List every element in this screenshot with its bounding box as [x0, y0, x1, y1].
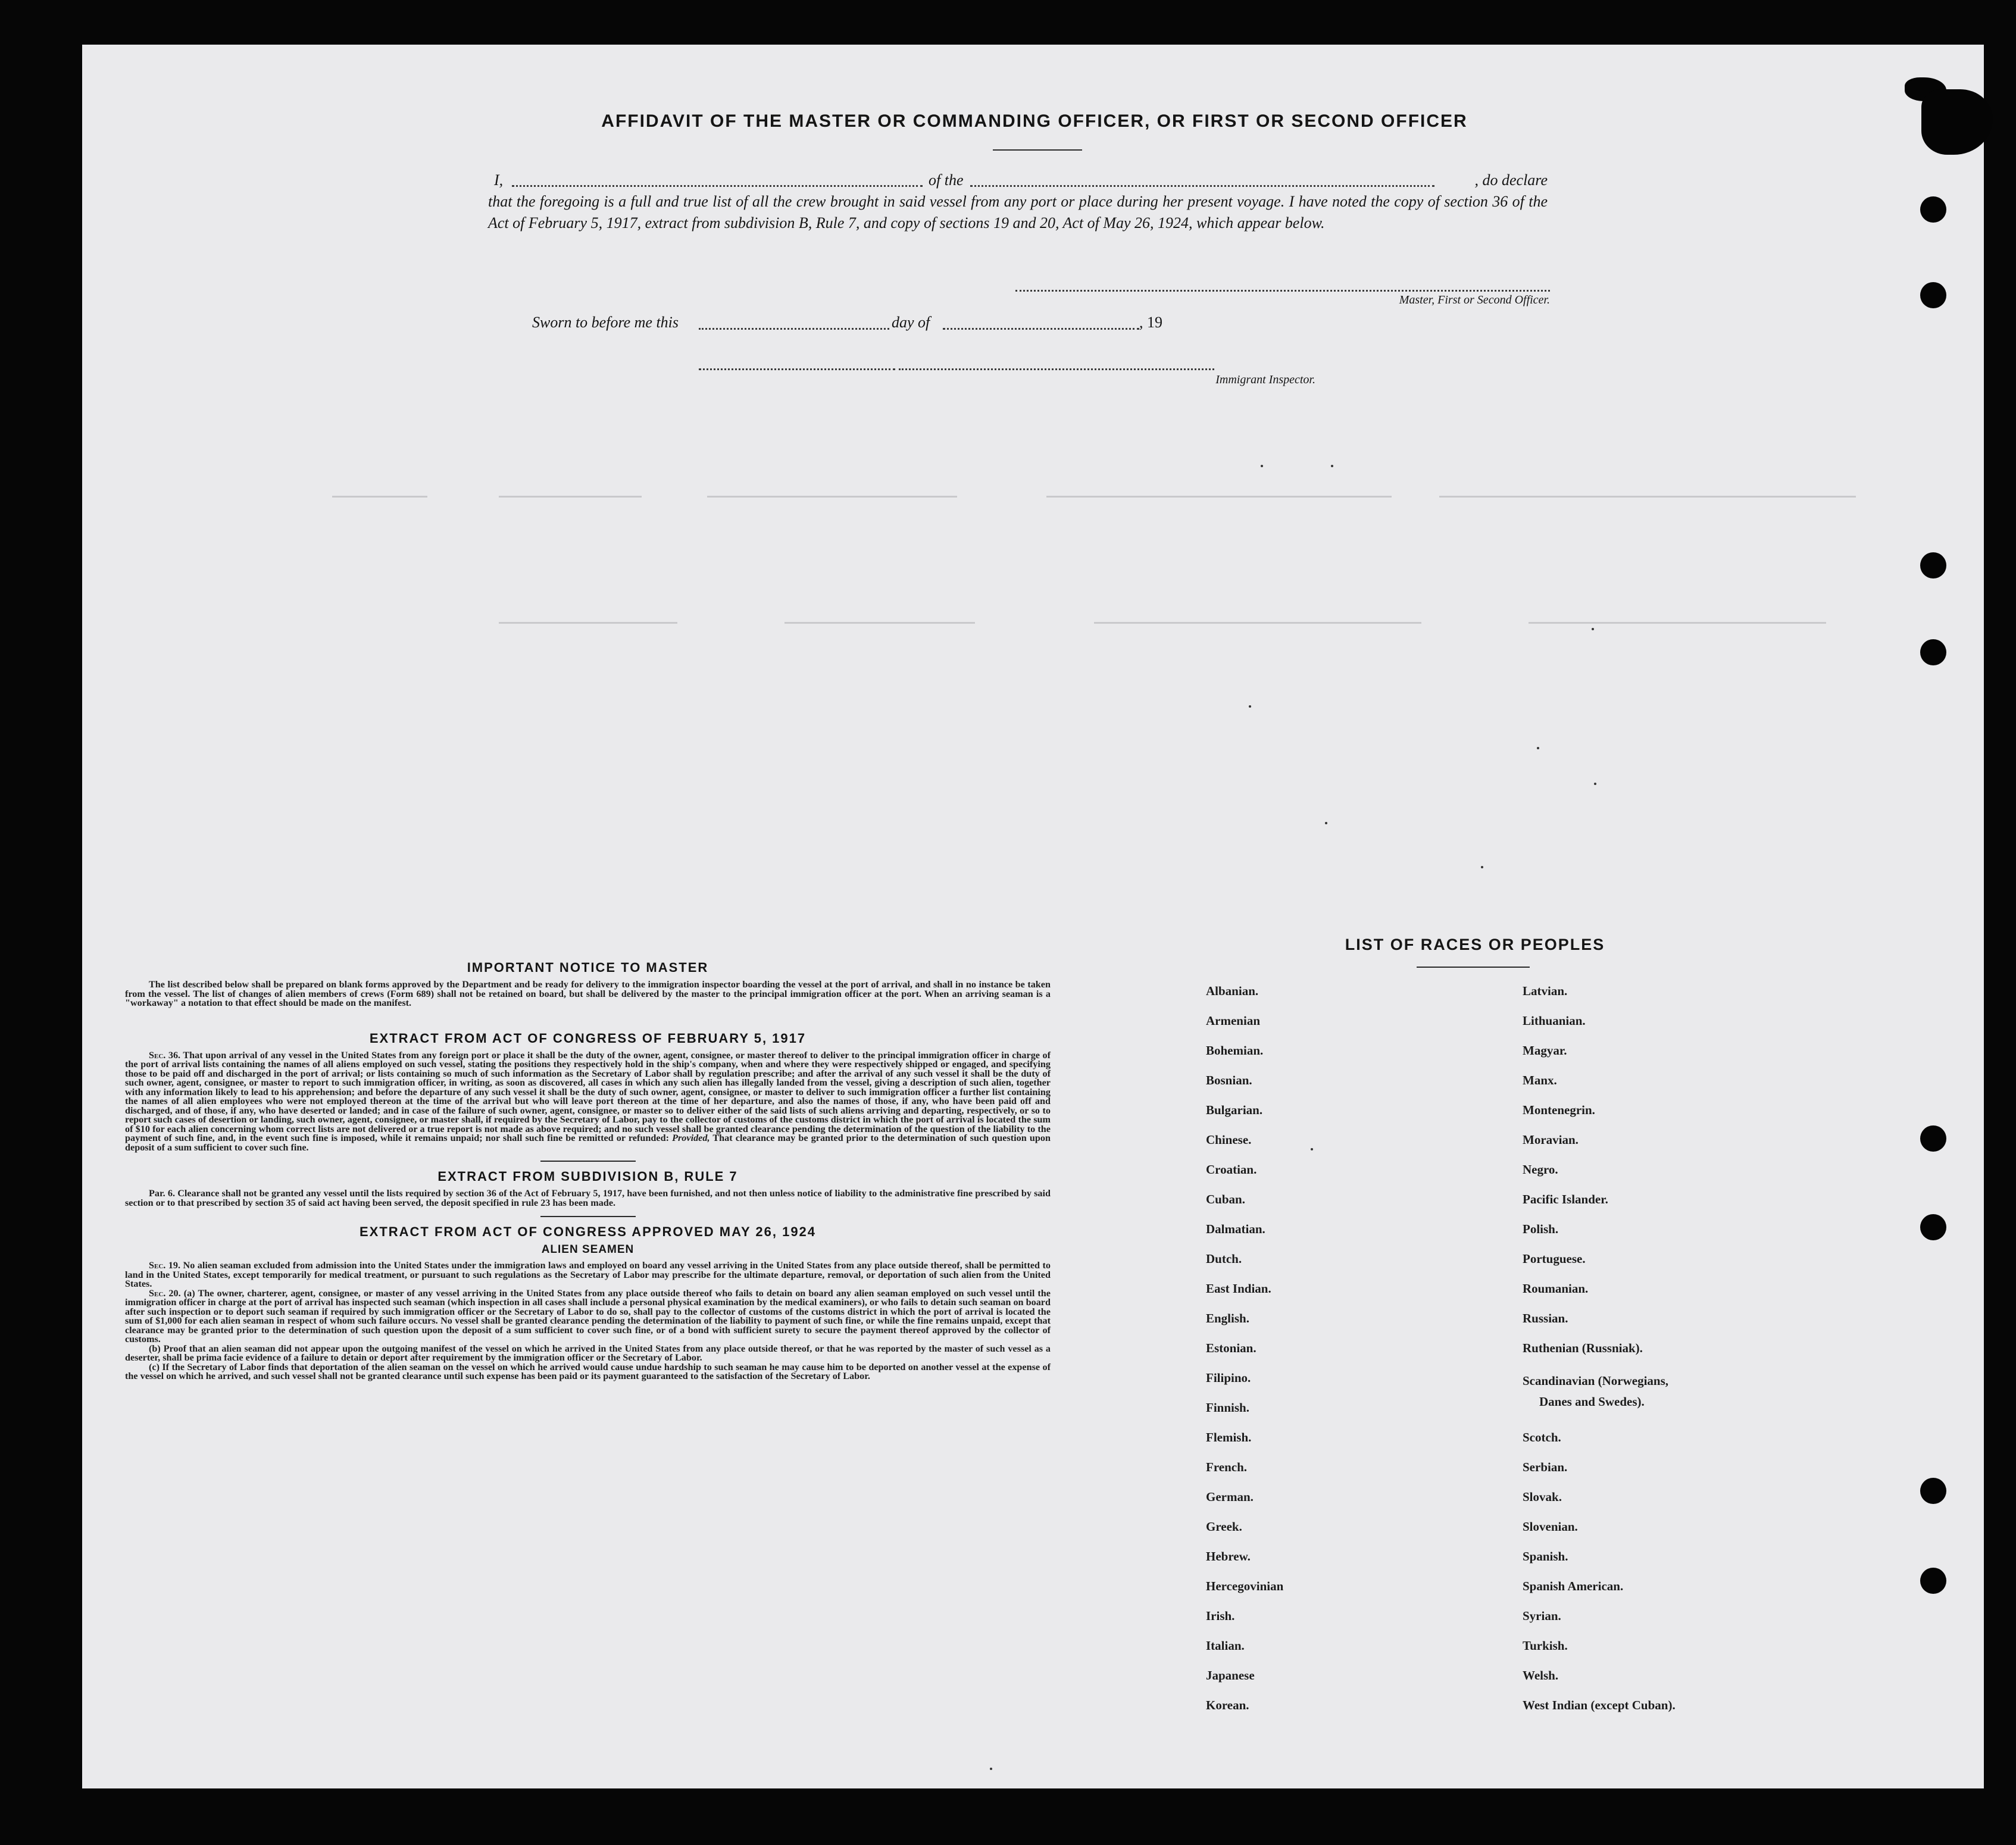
race-item: Dutch.	[1206, 1252, 1242, 1266]
race-item: Manx.	[1523, 1073, 1557, 1087]
extract-1917-body	[125, 1051, 1051, 1153]
race-item: Pacific Islander.	[1523, 1192, 1608, 1206]
race-item: Ruthenian (Russniak).	[1523, 1341, 1643, 1355]
inspector-caption: Immigrant Inspector.	[1215, 373, 1315, 386]
races-title: LIST OF RACES OR PEOPLES	[1345, 936, 1605, 953]
race-item: Albanian.	[1206, 984, 1259, 998]
race-item: Negro.	[1523, 1162, 1558, 1177]
extract-rule7-body	[125, 1189, 1051, 1208]
sworn-label: Sworn to before me this	[532, 314, 679, 331]
binder-hole	[1920, 639, 1946, 665]
bleed-through-mark	[1529, 622, 1826, 624]
race-item: French.	[1206, 1460, 1248, 1474]
race-item: Portuguese.	[1523, 1252, 1586, 1266]
notice-body	[125, 980, 1051, 1008]
race-item: East Indian.	[1206, 1281, 1271, 1296]
bleed-through-mark	[1046, 496, 1392, 498]
declare-label: , do declare	[1474, 171, 1548, 189]
binder-hole	[1920, 1478, 1946, 1504]
bleed-through-mark	[707, 496, 957, 498]
paper-speck	[1311, 1148, 1313, 1150]
sec36-label: Sec. 36.	[149, 1049, 181, 1061]
race-item: Lithuanian.	[1523, 1014, 1586, 1028]
bleed-through-mark	[499, 496, 642, 498]
paper-speck	[990, 1768, 992, 1770]
race-item: Bosnian.	[1206, 1073, 1252, 1087]
race-item: Flemish.	[1206, 1430, 1252, 1444]
sec19-paragraph	[125, 1261, 1051, 1289]
year-prefix: , 19	[1139, 314, 1162, 331]
extract-1917-title: EXTRACT FROM ACT OF CONGRESS OF FEBRUARY 5, 1917	[369, 1030, 807, 1046]
race-item: Greek.	[1206, 1519, 1242, 1534]
inspector-blank-b[interactable]	[899, 368, 1214, 370]
paper-speck	[1592, 628, 1594, 630]
paper-speck	[1261, 465, 1263, 467]
race-item: Scandinavian (Norwegians,	[1523, 1374, 1669, 1388]
race-item: Bohemian.	[1206, 1043, 1264, 1058]
notice-text: The list described below shall be prepared on blank forms approved by the Department and be ready for delivery to the immigration inspector boarding the vessel at the port of arrival, and shall in no instance be taken from the vessel. The list of changes of alien members of crews (Form 689) shall not be retained on board, but shall be delivered by the master to the principal immigration officer at the port. When an arriving seaman is a "workaway" a notation to that effect should be made on the manifest.	[125, 979, 1051, 1008]
race-item: Irish.	[1206, 1609, 1235, 1623]
race-item: Syrian.	[1523, 1609, 1561, 1623]
binder-hole	[1920, 282, 1946, 308]
paper-speck	[1537, 747, 1539, 749]
race-item: Chinese.	[1206, 1133, 1252, 1147]
officer-signature-blank[interactable]	[1015, 290, 1550, 292]
races-title-underline	[1417, 967, 1530, 968]
race-item: Italian.	[1206, 1638, 1245, 1653]
race-item: Slovak.	[1523, 1490, 1562, 1504]
sworn-day-blank[interactable]	[699, 328, 889, 330]
race-item: Finnish.	[1206, 1400, 1249, 1415]
race-item: Scotch.	[1523, 1430, 1561, 1444]
sec20-label: Sec. 20.	[149, 1287, 181, 1299]
binder-hole	[1920, 1568, 1946, 1594]
race-item: Russian.	[1523, 1311, 1568, 1325]
race-item: Estonian.	[1206, 1341, 1257, 1355]
extract-1924-title: EXTRACT FROM ACT OF CONGRESS APPROVED MAY 26, 1924	[359, 1224, 817, 1239]
declaration-statement: that the foregoing is a full and true list of all the crew brought in said vessel from any port or place during her present voyage. I have noted the copy of section 36 of the Act of February 5, 1917, extract from subdivision B, Rule 7, and copy of sections 19 and 20, Act of May 26, 1924, which appear below.	[488, 193, 1548, 232]
binder-hole	[1920, 196, 1946, 223]
race-item: West Indian (except Cuban).	[1523, 1698, 1676, 1712]
sec20c-text: (c) If the Secretary of Labor finds that deportation of the alien seaman on the vessel on which he arrived would cause undue hardship to such seaman he may cause him to be deported on another vessel at the expense of the vessel on which he arrived, and such vessel shall not be granted clearance until such expense has been paid or its payment guaranteed to the satisfaction of the Secretary of Labor.	[125, 1361, 1051, 1381]
race-item: Hebrew.	[1206, 1549, 1251, 1563]
race-item: Croatian.	[1206, 1162, 1257, 1177]
section-divider	[540, 1216, 636, 1217]
binder-hole	[1920, 1125, 1946, 1152]
race-item: Spanish.	[1523, 1549, 1568, 1563]
bleed-through-mark	[499, 622, 677, 624]
race-item: Moravian.	[1523, 1133, 1579, 1147]
paper-speck	[1481, 866, 1483, 868]
paper-speck	[1594, 783, 1596, 785]
race-item: Magyar.	[1523, 1043, 1567, 1058]
paper-speck	[1249, 705, 1251, 708]
provided-label: Provided,	[672, 1133, 710, 1143]
name-blank[interactable]	[512, 185, 923, 187]
race-item: Filipino.	[1206, 1371, 1251, 1385]
provided-text: That clearance may be granted prior to the determination of such question upon deposit of a sum sufficient to cover such fine.	[125, 1133, 1051, 1153]
race-item: Hercegovinian	[1206, 1579, 1284, 1593]
race-item: Roumanian.	[1523, 1281, 1589, 1296]
title-underline	[993, 149, 1082, 151]
race-item: Danes and Swedes).	[1539, 1394, 1645, 1409]
declaration-line-1	[488, 170, 1548, 191]
race-item: Spanish American.	[1523, 1579, 1624, 1593]
race-item: Welsh.	[1523, 1668, 1559, 1683]
race-item: Polish.	[1523, 1222, 1559, 1236]
race-item: Armenian	[1206, 1014, 1260, 1028]
sec19-label: Sec. 19.	[149, 1260, 181, 1271]
race-item: German.	[1206, 1490, 1254, 1504]
race-item: Cuban.	[1206, 1192, 1245, 1206]
sec20b-text: (b) Proof that an alien seaman did not appear upon the outgoing manifest of the vessel on which he arrived in the United States from any place outside thereof, or that he was reported by the master of such vessel as a deserter, shall be prima facie evidence of a failure to detain or deport after requirement by the immigration officer or the Secretary of Labor.	[125, 1343, 1051, 1363]
race-item: Montenegrin.	[1523, 1103, 1595, 1117]
race-item: Korean.	[1206, 1698, 1249, 1712]
race-item: Japanese	[1206, 1668, 1255, 1683]
sworn-month-blank[interactable]	[943, 328, 1139, 330]
affidavit-title: AFFIDAVIT OF THE MASTER OR COMMANDING OFFICER, OR FIRST OR SECOND OFFICER	[601, 111, 1468, 131]
sec36-paragraph	[125, 1051, 1051, 1153]
extract-1924-body	[125, 1261, 1051, 1381]
bleed-through-mark	[1439, 496, 1856, 498]
officer-caption: Master, First or Second Officer.	[1399, 293, 1550, 307]
alien-seamen-subtitle: ALIEN SEAMEN	[541, 1243, 635, 1256]
bleed-through-mark	[332, 496, 427, 498]
form-sheet	[82, 45, 1984, 1788]
sec20a-text: (a) The owner, charterer, agent, consignee, or master of any vessel arriving in the United States from any place outside thereof who fails to detain on board any alien seaman employed on such vessel until the immigration officer in charge at the port of arrival has inspected such seaman (which inspection in all cases shall include a personal physical examination by the medical examiners), or who fails to detain such seaman on board after such inspection or to deport such seaman if required by such immigration officer or the Secretary of Labor to do so, shall pay to the collector of customs of the customs district in which the port of arrival is located the sum of $1,000 for each alien seaman in respect of whom such failure occurs. No vessel shall be granted clearance pending the determination of the liability to payment of such fine, or while the fine remains unpaid, except that clearance may be granted prior to the determination of such question upon the deposit of a sum sufficient to cover such fine, or of a bond with sufficient surety to secure the payment thereof approved by the collector of customs.	[125, 1287, 1051, 1344]
extract-rule7-title: EXTRACT FROM SUBDIVISION B, RULE 7	[437, 1169, 738, 1184]
section-divider	[540, 1161, 636, 1162]
race-item: Dalmatian.	[1206, 1222, 1265, 1236]
day-of-label: day of	[892, 314, 930, 331]
race-item: Slovenian.	[1523, 1519, 1578, 1534]
binder-hole	[1920, 552, 1946, 578]
bleed-through-mark	[1094, 622, 1421, 624]
race-item: English.	[1206, 1311, 1249, 1325]
rule7-text: Par. 6. Clearance shall not be granted any vessel until the lists required by section 36 of the Act of February 5, 1917, have been furnished, and not then unless notice of liability to the administrative fine prescribed by said section or to that prescribed by section 35 of said act having been served, the deposit specified in rule 23 has been made.	[125, 1188, 1051, 1208]
sec20a-paragraph	[125, 1289, 1051, 1344]
sec36-text: That upon arrival of any vessel in the United States from any foreign port or place it shall be the duty of the owner, agent, consignee, or master thereof to deliver to the principal immigration officer in charge of the port of arrival lists containing the names of all aliens employed on such vessel, stating the positions they respectively hold in the ship's company, when and where they were respectively shipped or engaged, and specifying those to be paid off and discharged in the port of arrival; or lists containing so much of such information as the Secretary of Labor shall by regulation prescribe; and after the arrival of any such vessel it shall be the duty of such owner, agent, consignee, or master to report to such immigration officer, in writing, as soon as discovered, all cases in which any such alien has illegally landed from the vessel, giving a description of such alien, together with any information likely to lead to his apprehension; and before the departure of any such vessel it shall be the duty of such owner, agent, consignee, or master to deliver to such immigration officer a further list containing the names of all alien employees who were not employed thereon at the time of the arrival but who will leave port thereon at the time of her departure, and also the names of those, if any, who have been paid off and discharged, and of those, if any, who have deserted or landed; and in case of the failure of such owner, agent, consignee, or master so to deliver either of the said lists of such aliens arriving and departing, respectively, or so to report such cases of desertion or landing, such owner, agent, consignee, or master shall, if required by the Secretary of Labor, pay to the collector of customs of the customs district in which the port of arrival is located the sum of $10 for each alien concerning whom correct lists are not delivered or a true report is not made as above required; and no such vessel shall be granted clearance pending the determination of the question of the liability to the payment of such fine, and, in the event such fine is imposed, while it remains unpaid; nor shall such fine be remitted or refunded:	[125, 1049, 1051, 1143]
bleed-through-mark	[784, 622, 975, 624]
race-item: Serbian.	[1523, 1460, 1568, 1474]
notice-title: IMPORTANT NOTICE TO MASTER	[467, 960, 709, 975]
paper-speck	[1331, 465, 1333, 467]
of-the-label: of the	[929, 171, 964, 189]
binder-hole	[1920, 1214, 1946, 1240]
inspector-blank-a[interactable]	[699, 368, 895, 370]
legal-notices	[125, 960, 1051, 1381]
vessel-blank[interactable]	[970, 185, 1434, 187]
paper-speck	[1325, 822, 1327, 824]
race-item: Latvian.	[1523, 984, 1568, 998]
i-label: I,	[494, 171, 504, 189]
affidavit-declaration	[488, 170, 1548, 234]
race-item: Bulgarian.	[1206, 1103, 1263, 1117]
race-item: Turkish.	[1523, 1638, 1568, 1653]
sec19-text: No alien seaman excluded from admission into the United States under the immigration laws and employed on board any vessel arriving in the United States from any place outside thereof, shall be permitted to land in the United States, except temporarily for medical treatment, or pursuant to such regulations as the Secretary of Labor may prescribe for the ultimate departure, removal, or deportation of such alien from the United States.	[125, 1260, 1051, 1289]
